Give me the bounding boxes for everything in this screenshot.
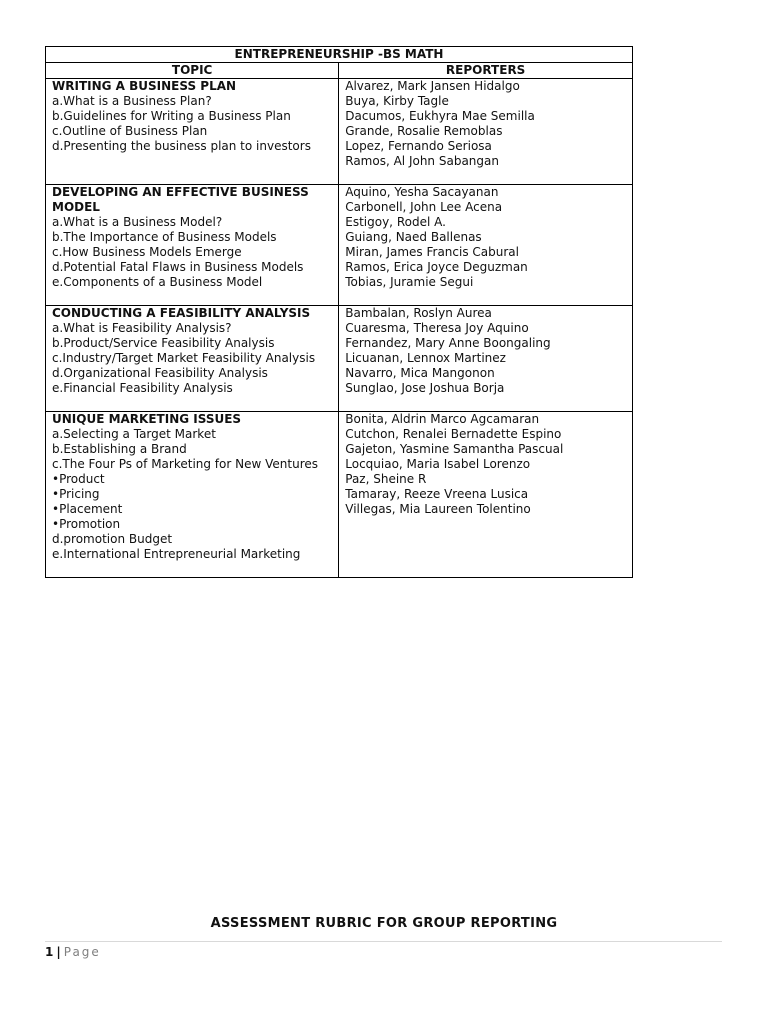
reporter-name: Carbonell, John Lee Acena: [345, 200, 503, 214]
reporter-name: Estigoy, Rodel A.: [345, 215, 446, 229]
subtopic: c.Industry/Target Market Feasibility Analysis: [52, 351, 316, 365]
table-title: ENTREPRENEURSHIP -BS MATH: [46, 47, 633, 63]
subtopic: b.Guidelines for Writing a Business Plan: [52, 109, 291, 123]
subtopic: d.promotion Budget: [52, 532, 173, 546]
reporter-name: Cutchon, Renalei Bernadette Espino: [345, 427, 562, 441]
reporter-name: Dacumos, Eukhyra Mae Semilla: [345, 109, 535, 123]
reporter-name: Aquino, Yesha Sacayanan: [345, 185, 499, 199]
subtopic: •Promotion: [52, 517, 121, 531]
subtopic: a.Selecting a Target Market: [52, 427, 216, 441]
reporters-cell: [339, 412, 633, 578]
page-label: Page: [63, 945, 101, 959]
reporting-schedule-table: [45, 46, 633, 578]
subtopic: a.What is a Business Plan?: [52, 94, 212, 108]
reporter-name: Tobias, Juramie Segui: [345, 275, 474, 289]
topic-title: WRITING A BUSINESS PLAN: [52, 79, 237, 93]
reporter-name: Alvarez, Mark Jansen Hidalgo: [345, 79, 520, 93]
subtopic: c.Outline of Business Plan: [52, 124, 208, 138]
subtopic: c.The Four Ps of Marketing for New Ventures: [52, 457, 318, 471]
footer-divider: [45, 941, 722, 942]
reporter-name: Ramos, Al John Sabangan: [345, 154, 499, 168]
subtopic: d.Potential Fatal Flaws in Business Models: [52, 260, 304, 274]
table-row: [46, 185, 633, 306]
reporter-name: Grande, Rosalie Remoblas: [345, 124, 503, 138]
subtopic: b.Product/Service Feasibility Analysis: [52, 336, 275, 350]
reporter-name: Bambalan, Roslyn Aurea: [345, 306, 492, 320]
rubric-heading: ASSESSMENT RUBRIC FOR GROUP REPORTING: [210, 916, 558, 931]
subtopic: b.The Importance of Business Models: [52, 230, 277, 244]
subtopic: d.Organizational Feasibility Analysis: [52, 366, 268, 380]
topic-column-header: TOPIC: [46, 63, 339, 79]
reporter-name: Locquiao, Maria Isabel Lorenzo: [345, 457, 531, 471]
subtopic: a.What is Feasibility Analysis?: [52, 321, 232, 335]
reporter-name: Sunglao, Jose Joshua Borja: [345, 381, 505, 395]
reporter-name: Navarro, Mica Mangonon: [345, 366, 495, 380]
reporter-name: Tamaray, Reeze Vreena Lusica: [345, 487, 529, 501]
reporters-column-header: REPORTERS: [339, 63, 633, 79]
subtopic: b.Establishing a Brand: [52, 442, 187, 456]
reporter-name: Paz, Sheine R: [345, 472, 427, 486]
footer-separator: |: [56, 945, 61, 959]
reporter-name: Villegas, Mia Laureen Tolentino: [345, 502, 531, 516]
subtopic: d.Presenting the business plan to investors: [52, 139, 311, 153]
reporters-cell: [339, 79, 633, 185]
topic-cell: [46, 79, 339, 185]
subtopic: e.Financial Feasibility Analysis: [52, 381, 233, 395]
subtopic: •Product: [52, 472, 105, 486]
reporter-name: Guiang, Naed Ballenas: [345, 230, 482, 244]
topic-cell: [46, 412, 339, 578]
subtopic: a.What is a Business Model?: [52, 215, 223, 229]
topic-cell: [46, 185, 339, 306]
table-row: [46, 306, 633, 412]
subtopic: •Pricing: [52, 487, 100, 501]
subtopic: e.International Entrepreneurial Marketing: [52, 547, 301, 561]
table-row: [46, 412, 633, 578]
reporters-cell: [339, 306, 633, 412]
topic-title: CONDUCTING A FEASIBILITY ANALYSIS: [52, 306, 311, 320]
reporter-name: Cuaresma, Theresa Joy Aquino: [345, 321, 529, 335]
reporter-name: Bonita, Aldrin Marco Agcamaran: [345, 412, 540, 426]
reporter-name: Fernandez, Mary Anne Boongaling: [345, 336, 551, 350]
reporter-name: Ramos, Erica Joyce Deguzman: [345, 260, 528, 274]
page-footer: [45, 944, 101, 960]
reporter-name: Licuanan, Lennox Martinez: [345, 351, 506, 365]
reporter-name: Buya, Kirby Tagle: [345, 94, 449, 108]
subtopic: •Placement: [52, 502, 123, 516]
page-number: 1: [45, 945, 54, 959]
topic-title: UNIQUE MARKETING ISSUES: [52, 412, 242, 426]
reporter-name: Miran, James Francis Cabural: [345, 245, 519, 259]
topic-title: DEVELOPING AN EFFECTIVE BUSINESS MODEL: [52, 185, 309, 214]
topic-cell: [46, 306, 339, 412]
subtopic: c.How Business Models Emerge: [52, 245, 242, 259]
reporter-name: Lopez, Fernando Seriosa: [345, 139, 492, 153]
reporters-cell: [339, 185, 633, 306]
subtopic: e.Components of a Business Model: [52, 275, 263, 289]
reporter-name: Gajeton, Yasmine Samantha Pascual: [345, 442, 564, 456]
table-row: [46, 79, 633, 185]
